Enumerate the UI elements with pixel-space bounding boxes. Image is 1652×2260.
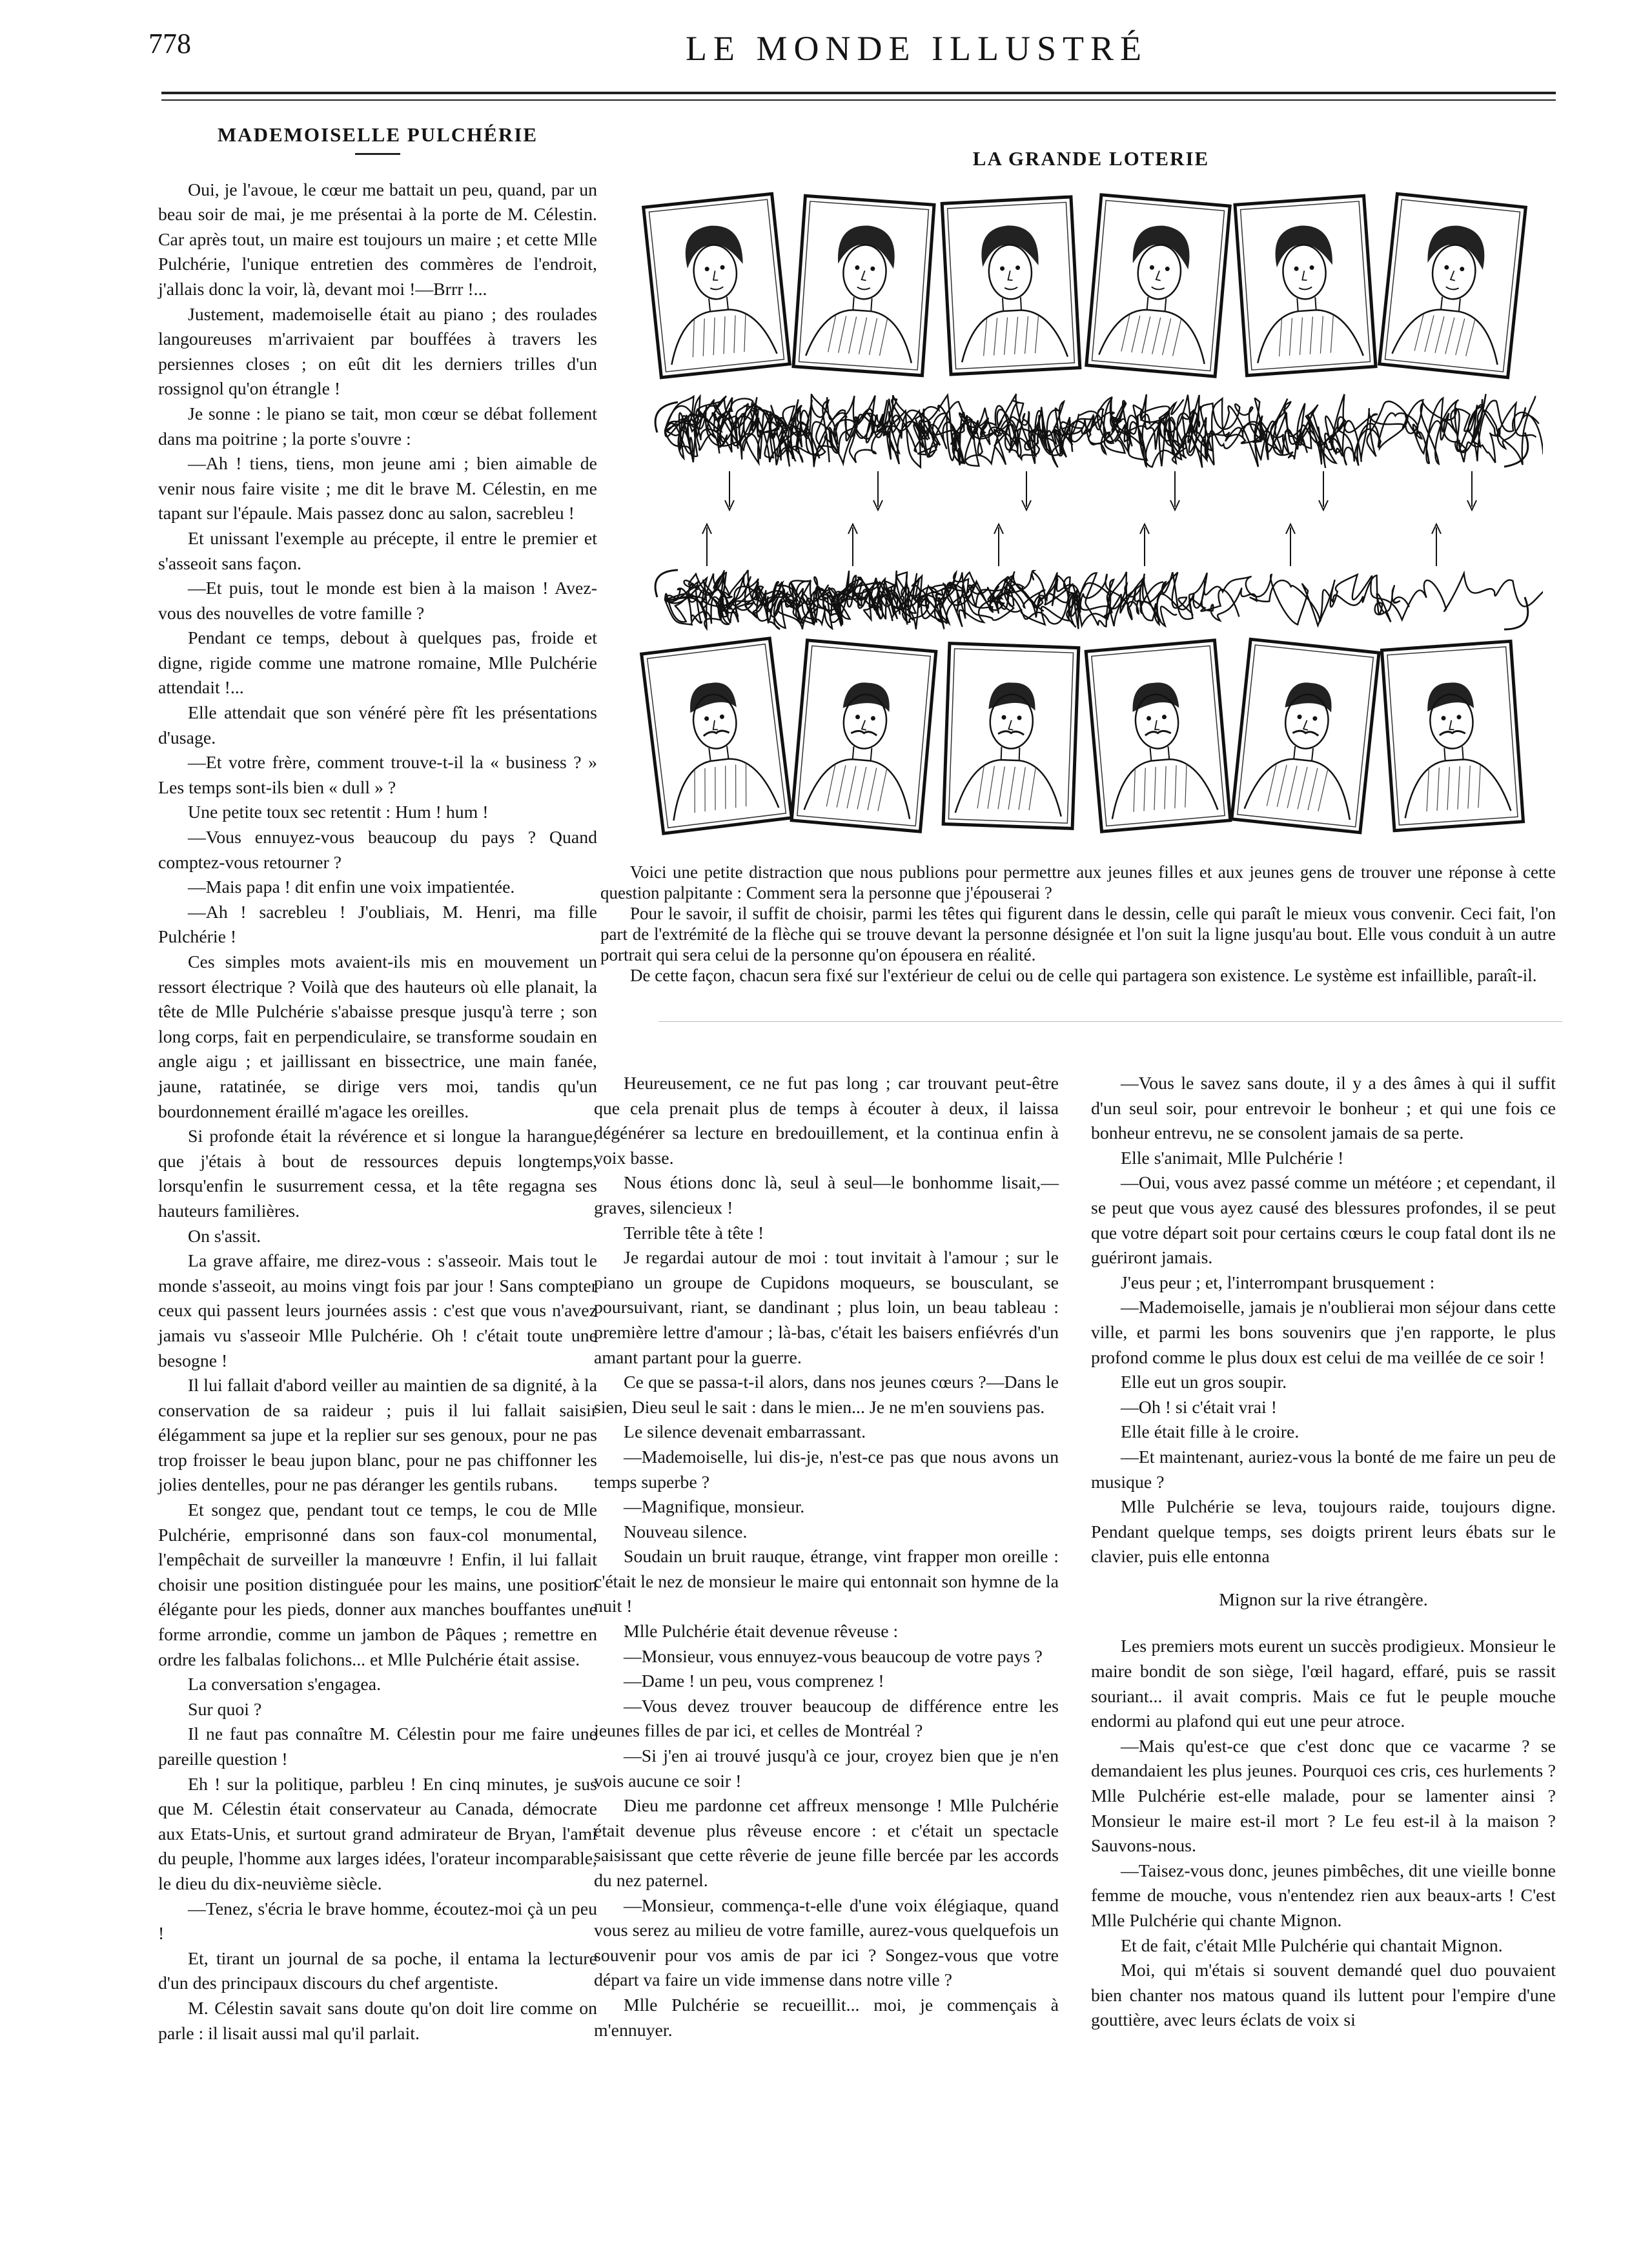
portrait-woman — [1235, 196, 1376, 375]
header-rule — [161, 92, 1556, 94]
col1-paragraph: Ces simples mots avaient-ils mis en mouvement un ressort électrique ? Voilà que des hauteurs où elle planait, la tête de Mlle Pulchérie s'abaisse presque jusqu'à terre ; son long corps, fait en perpendiculaire, se transforme soudain en angle aigu ; et jaillissant en bissectrice, une main fanée, jaune, ratatinée, se dirige vers moi, tandis qu'un bourdonnement éraillé m'agace les oreilles. — [158, 952, 597, 1122]
col1-paragraph: —Ah ! sacrebleu ! J'oubliais, M. Henri, ma fille Pulchérie ! — [158, 902, 597, 948]
col1-paragraph: Il lui fallait d'abord veiller au maintien de sa dignité, à la conservation de sa raideur ; puis il lui fallait saisir élégamment sa jupe et la replier sur ses genoux, pour ne pas trop froisser le beau jupon blanc, pour ne pas chiffonner les jolies dentelles, pour ne pas déranger les gentils rubans. — [158, 1376, 597, 1496]
col3-paragraph: Les premiers mots eurent un succès prodigieux. Monsieur le maire bondit de son siège, l'œil hagard, effaré, puis se rassit souriant... il avait compris. Mais ce fut le peuple mouche endormi au plafond qui eut une peur atroce. — [1091, 1636, 1556, 1732]
col1-paragraph: —Tenez, s'écria le brave homme, écoutez-moi çà un peu ! — [158, 1899, 597, 1944]
col1-paragraph: On s'assit. — [188, 1226, 261, 1247]
col2-paragraph: Nouveau silence. — [624, 1522, 748, 1542]
col2-paragraph: Soudain un bruit rauque, étrange, vint frapper mon oreille : c'était le nez de monsieur le maire qui entonnait son hymne de la nuit ! — [594, 1547, 1059, 1617]
col2-paragraph: Je regardai autour de moi : tout invitait à l'amour ; sur le piano un groupe de Cupidons moqueurs, se bousculant, se poursuivant, riant, se dandinant ; plus loin, un beau tableau : première lettre d'amour ; là-bas, c'était les baisers enfiévrés d'un amant partant pour la guerre. — [594, 1248, 1059, 1368]
col2-paragraph: —Vous devez trouver beaucoup de différence entre les jeunes filles de par ici, et celles de Montréal ? — [594, 1696, 1059, 1742]
col1-paragraph: —Ah ! tiens, tiens, mon jeune ami ; bien aimable de venir nous faire visite ; me dit le brave M. Célestin, en me tapant sur l'épaule. Mais passez donc au salon, sacrebleu ! — [158, 454, 597, 524]
col1-paragraph: M. Célestin savait sans doute qu'on doit lire comme on parle : il lisait aussi mal qu'il parlait. — [158, 1998, 597, 2044]
portrait-man — [943, 644, 1079, 829]
portrait-woman — [942, 197, 1080, 374]
col2-paragraph: —Monsieur, vous ennuyez-vous beaucoup de votre pays ? — [624, 1646, 1043, 1667]
col1-paragraph: —Mais papa ! dit enfin une voix impatientée. — [188, 877, 515, 898]
col1-paragraph: —Vous ennuyez-vous beaucoup du pays ? Quand comptez-vous retourner ? — [158, 828, 597, 873]
portrait-man — [642, 638, 792, 833]
col1-paragraph: Oui, je l'avoue, le cœur me battait un peu, quand, par un beau soir de mai, je me présentai à la porte de M. Célestin. Car après tout, un maire est toujours un maire ; et cette Mlle Pulchérie, l'unique entretien des commères de l'endroit, j'allais donc la voir, là, devant moi !—Brrr !... — [158, 179, 597, 300]
caption-paragraph: De cette façon, chacun sera fixé sur l'extérieur de celui ou de celle qui partagera son existence. Le système est infaillible, paraît-il. — [630, 966, 1537, 985]
col1-paragraph: La grave affaire, me direz-vous : s'asseoir. Mais tout le monde s'asseoit, au moins vingt fois par jour ! Sans compter ceux qui passent leurs journées assis : c'est que vous n'avez jamais vu s'asseoir Mlle Pulchérie. Oh ! c'était toute une besogne ! — [158, 1251, 597, 1371]
story-title: MADEMOISELLE PULCHÉRIE — [217, 123, 538, 146]
masthead: LE MONDE ILLUSTRÉ — [686, 29, 1148, 68]
col2-paragraph: Ce que se passa-t-il alors, dans nos jeunes cœurs ?—Dans le sien, Dieu seul le sait : dans le mien... Je ne m'en souviens pas. — [594, 1372, 1059, 1418]
col3-paragraph: Elle s'animait, Mlle Pulchérie ! — [1121, 1148, 1344, 1168]
story-column-2 — [594, 1072, 1059, 2043]
col3-paragraph: —Vous le savez sans doute, il y a des âmes à qui il suffit d'un seul soir, pour entrevoir le bonheur ; et qui une fois ce bonheur entrevu, ne se consolent jamais de sa perte. — [1091, 1074, 1556, 1144]
portrait-woman — [793, 196, 934, 375]
col3-paragraph: —Et maintenant, auriez-vous la bonté de me faire un peu de musique ? — [1091, 1447, 1556, 1492]
caption-paragraph: Pour le savoir, il suffit de choisir, parmi les têtes qui figurent dans le dessin, celle qui paraît le mieux vous convenir. Ceci fait, l'on part de l'extrémité de la flèche qui se trouve devant la personne désignée et l'on suit la ligne jusqu'au bout. Elle vous conduit à un autre portrait qui sera celui de la personne qu'on épousera en réalité. — [600, 904, 1556, 964]
col1-paragraph: Si profonde était la révérence et si longue la harangue, que j'étais à bout de ressources depuis longtemps, lorsqu'enfin le susurrement cessa, et la tête regagna ses hauteurs familières. — [158, 1126, 597, 1221]
section-separator — [658, 1021, 1562, 1022]
col2-paragraph: —Magnifique, monsieur. — [624, 1497, 805, 1518]
col1-paragraph: Il ne faut pas connaître M. Célestin pour me faire une pareille question ! — [158, 1724, 597, 1769]
header-rule-thin — [161, 99, 1556, 101]
col2-paragraph: —Monsieur, commença-t-elle d'une voix élégiaque, quand vous serez au milieu de votre famille, aurez-vous quelquefois un souvenir pour vos amis de par ici ? Songez-vous que votre départ va faire un vide immense dans notre ville ? — [594, 1895, 1059, 1991]
col1-paragraph: Eh ! sur la politique, parbleu ! En cinq minutes, je sus que M. Célestin était conservateur au Canada, démocrate aux Etats-Unis, et surtout grand admirateur de Bryan, l'ami du peuple, l'homme aux larges idées, l'orateur incomparable, le dieu du dix-neuvième siècle. — [158, 1774, 597, 1894]
lottery-illustration — [639, 184, 1543, 849]
col1-paragraph: Et songez que, pendant tout ce temps, le cou de Mlle Pulchérie, emprisonné dans son faux-col monumental, l'empêchait de surveiller la manœuvre ! Enfin, il lui fallait choisir une position distinguée pour les mains, une position élégante pour les pieds, donner aux manches bouffantes une forme arrondie, comme un jambon de Pâques ; remettre en ordre les falbalas folichons... et Mlle Pulchérie était assise. — [158, 1500, 597, 1670]
portrait-man — [1086, 640, 1230, 831]
col2-paragraph: Dieu me pardonne cet affreux mensonge ! Mlle Pulchérie était devenue plus rêveuse encore : et c'était un spectacle saisissant que cette rêverie de jeune fille bercée par les accords du nez paternel. — [594, 1796, 1059, 1891]
col2-paragraph: Terrible tête à tête ! — [624, 1223, 764, 1243]
col1-paragraph: —Et puis, tout le monde est bien à la maison ! Avez-vous des nouvelles de votre famille ? — [158, 578, 597, 624]
col3-paragraph: Mlle Pulchérie se leva, toujours raide, toujours digne. Pendant quelque temps, ses doigts prirent leurs ébats sur le clavier, puis elle entonna — [1091, 1497, 1556, 1567]
game-caption — [600, 862, 1556, 986]
col2-paragraph: —Mademoiselle, lui dis-je, n'est-ce pas que nous avons un temps superbe ? — [594, 1447, 1059, 1492]
col3-paragraph: —Oh ! si c'était vrai ! — [1121, 1397, 1277, 1418]
caption-paragraph: Voici une petite distraction que nous publions pour permettre aux jeunes filles et aux jeunes gens de trouver une réponse à cette question palpitante : Comment sera la personne que j'épouserai ? — [600, 862, 1556, 902]
col1-paragraph: La conversation s'engagea. — [188, 1675, 382, 1695]
col2-paragraph: —Si j'en ai trouvé jusqu'à ce jour, croyez bien que je n'en vois aucune ce soir ! — [594, 1746, 1059, 1791]
page-number: 778 — [148, 28, 191, 59]
portrait-man — [1382, 641, 1523, 830]
col1-paragraph: Elle attendait que son vénéré père fît les présentations d'usage. — [158, 703, 597, 748]
col2-paragraph: Le silence devenait embarrassant. — [624, 1422, 866, 1443]
story-column-1 — [158, 123, 597, 2046]
col1-paragraph: —Et votre frère, comment trouve-t-il la « business ? » Les temps sont-ils bien « dull » ? — [158, 753, 597, 798]
col2-paragraph: Mlle Pulchérie était devenue rêveuse : — [624, 1622, 899, 1642]
title-separator — [355, 153, 400, 155]
col3-paragraph: —Mademoiselle, jamais je n'oublierai mon séjour dans cette ville, et parmi les bons souvenirs que j'en rapporte, le plus profond comme le plus doux est celui de ma veillée de ce soir ! — [1091, 1298, 1556, 1368]
portrait-woman — [644, 194, 790, 377]
col2-paragraph: Heureusement, ce ne fut pas long ; car trouvant peut-être que cela prenait plus de temps à écouter à deux, il laissa dégénérer sa lecture en bredouillement, et la continua enfin à voix basse. — [594, 1074, 1059, 1168]
col3-paragraph: J'eus peur ; et, l'interrompant brusquement : — [1121, 1272, 1435, 1293]
story-column-3 — [1091, 1072, 1556, 2033]
portrait-woman — [1380, 194, 1526, 377]
col3-paragraph: —Taisez-vous donc, jeunes pimbêches, dit une vieille bonne femme de mouche, vous n'entendez rien aux beaux-arts ! C'est Mlle Pulchérie qui chante Mignon. — [1091, 1860, 1556, 1931]
col3-paragraph: —Mais qu'est-ce que c'est donc que ce vacarme ? se demandaient les plus jeunes. Pourquoi ces cris, ces hurlements ? Mlle Pulchérie est-elle malade, pour se lamenter ainsi ? Monsieur le maire est-il mort ? Le feu est-il à la maison ? Sauvons-nous. — [1091, 1736, 1556, 1857]
col1-paragraph: Justement, mademoiselle était au piano ; des roulades langoureuses m'arrivaient par bouffées à travers les persiennes closes ; on eût dit les derniers trilles d'un rossignol qu'on étrangle ! — [158, 304, 597, 400]
col3-paragraph: Elle était fille à le croire. — [1121, 1422, 1300, 1443]
col1-paragraph: Sur quoi ? — [188, 1699, 262, 1720]
col3-paragraph: —Oui, vous avez passé comme un météore ; et cependant, il se peut que vous ayez causé des blessures profondes, il se peut que votre départ soit pour certains cœurs le coup fatal dont ils ne guériront jamais. — [1091, 1173, 1556, 1268]
portrait-man — [1232, 639, 1379, 832]
portrait-woman — [1086, 195, 1230, 376]
game-title: LA GRANDE LOTERIE — [972, 147, 1210, 170]
col1-paragraph: Pendant ce temps, debout à quelques pas, froide et digne, rigide comme une matrone romaine, Mlle Pulchérie attendait !... — [158, 628, 597, 698]
song-title: Mignon sur la rive étrangère. — [1219, 1589, 1428, 1610]
col1-paragraph: Une petite toux sec retentit : Hum ! hum ! — [188, 802, 489, 823]
col2-paragraph: —Dame ! un peu, vous comprenez ! — [624, 1671, 884, 1692]
col3-paragraph: Moi, qui m'étais si souvent demandé quel duo pouvaient bien chanter nos matous quand ils luttent pour l'empire d'une gouttière, avec leurs éclats de voix si — [1091, 1960, 1556, 2031]
col3-paragraph: Elle eut un gros soupir. — [1121, 1372, 1287, 1393]
col1-paragraph: Je sonne : le piano se tait, mon cœur se débat follement dans ma poitrine ; la porte s'ouvre : — [158, 403, 597, 449]
col2-paragraph: Nous étions donc là, seul à seul—le bonhomme lisait,—graves, silencieux ! — [594, 1173, 1059, 1218]
col1-paragraph: Et, tirant un journal de sa poche, il entama la lecture d'un des principaux discours du chef argentiste. — [158, 1948, 597, 1994]
col2-paragraph: Mlle Pulchérie se recueillit... moi, je commençais à m'ennuyer. — [594, 1995, 1059, 2041]
col3-paragraph: Et de fait, c'était Mlle Pulchérie qui chantait Mignon. — [1121, 1935, 1503, 1956]
portrait-man — [791, 640, 936, 831]
col1-paragraph: Et unissant l'exemple au précepte, il entre le premier et s'asseoit sans façon. — [158, 528, 597, 574]
